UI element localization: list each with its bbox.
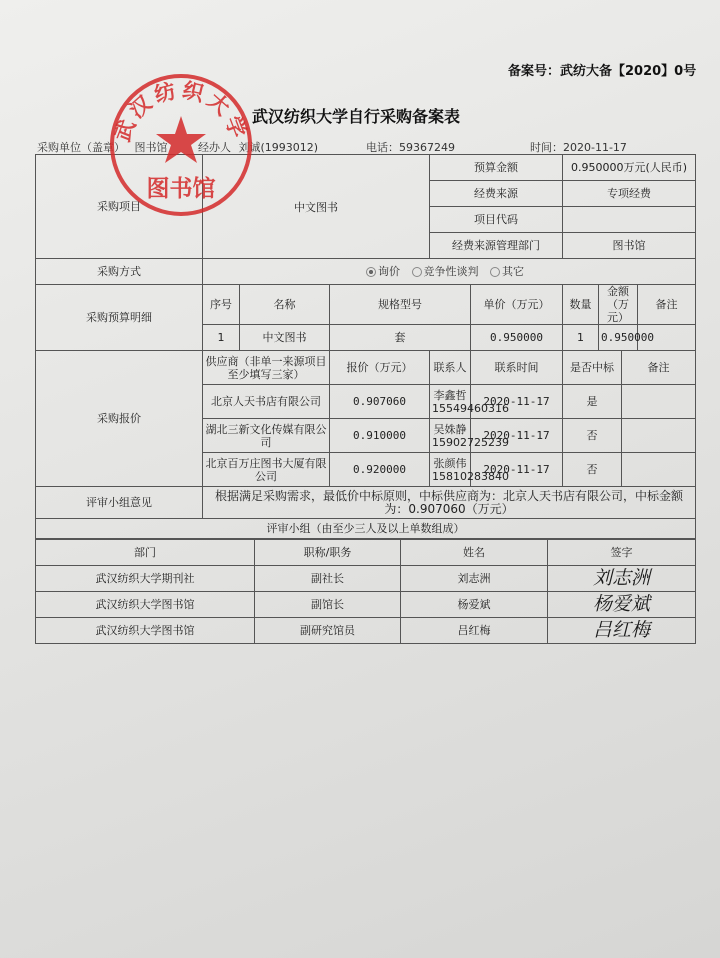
budget-amount: 0.950000 (599, 325, 638, 351)
quote-supplier: 北京人天书店有限公司 (203, 385, 330, 419)
date-label: 时间： (530, 141, 563, 154)
record-number: 备案号：武纺大备【2020】0号 (508, 64, 697, 79)
budget-unit-price: 0.950000 (471, 325, 563, 351)
handler-value: 刘诚(1993012) (238, 141, 319, 154)
project-label: 采购项目 (36, 155, 203, 259)
quote-contact-phone: 15549460316 (432, 401, 509, 415)
quote-col-supplier: 供应商（非单一来源项目至少填写三家） (203, 351, 330, 385)
date-field (530, 139, 627, 155)
member-title: 副研究馆员 (255, 618, 401, 644)
member-signature: 吕红梅 (548, 618, 696, 644)
budget-detail-label: 采购预算明细 (36, 285, 203, 351)
member-name: 吕红梅 (401, 618, 548, 644)
member-dept: 武汉纺织大学期刊社 (36, 566, 255, 592)
member-signature: 杨爱斌 (548, 592, 696, 618)
quote-winner: 是 (563, 385, 622, 419)
handler-label: 经办人 (198, 141, 231, 154)
quote-contact-name: 张颜伟 (433, 456, 467, 470)
panel-col-dept: 部门 (36, 540, 255, 566)
unit-value: 图书馆 (134, 141, 168, 154)
quote-col-price: 报价（万元） (330, 351, 430, 385)
panel-table (35, 539, 696, 644)
unit-label: 采购单位（盖章） (37, 141, 125, 154)
quote-col-contact: 联系人 (430, 351, 471, 385)
budget-spec: 套 (330, 325, 471, 351)
member-signature: 刘志洲 (548, 566, 696, 592)
budget-amount-label: 预算金额 (430, 155, 563, 181)
seal-star-icon (156, 116, 206, 163)
budget-col-note: 备注 (638, 285, 696, 325)
member-dept: 武汉纺织大学图书馆 (36, 618, 255, 644)
budget-qty: 1 (563, 325, 599, 351)
quote-note (622, 419, 696, 453)
radio-icon (490, 267, 500, 277)
quote-contact-phone: 15810283840 (432, 469, 509, 483)
phone-value: 59367249 (399, 141, 455, 154)
table-row (36, 566, 696, 592)
date-value: 2020-11-17 (563, 141, 627, 154)
quote-time: 2020-11-17 (471, 385, 563, 419)
opinion-text: 根据满足采购需求，最低价中标原则，中标供应商为：北京人天书店有限公司，中标金额为：0.907060（万元） (203, 487, 696, 519)
budget-amount-value: 0.950000万元(人民币) (563, 155, 696, 181)
quote-col-note: 备注 (622, 351, 696, 385)
quote-winner: 否 (563, 453, 622, 487)
panel-col-name: 姓名 (401, 540, 548, 566)
quote-col-time: 联系时间 (471, 351, 563, 385)
budget-col-name: 名称 (240, 285, 330, 325)
member-name: 杨爱斌 (401, 592, 548, 618)
budget-col-spec: 规格型号 (330, 285, 471, 325)
project-code-value (563, 207, 696, 233)
panel-title: 评审小组（由至少三人及以上单数组成） (36, 519, 696, 539)
fund-source-label: 经费来源 (430, 181, 563, 207)
quote-note (622, 385, 696, 419)
budget-col-qty: 数量 (563, 285, 599, 325)
table-row (36, 592, 696, 618)
radio-icon (412, 267, 422, 277)
method-option-other[interactable]: 其它 (490, 265, 524, 278)
member-dept: 武汉纺织大学图书馆 (36, 592, 255, 618)
budget-col-amount: 金额（万元） (599, 285, 638, 325)
quote-winner: 否 (563, 419, 622, 453)
quote-note (622, 453, 696, 487)
budget-name: 中文图书 (240, 325, 330, 351)
seal-ring-text: 武汉纺织大学 (110, 77, 252, 145)
panel-col-title: 职称/职务 (255, 540, 401, 566)
quote-col-winner: 是否中标 (563, 351, 622, 385)
method-option-inquiry[interactable]: 询价 (366, 265, 400, 278)
page-title: 武汉纺织大学自行采购备案表 (252, 107, 461, 126)
fund-dept-label: 经费来源管理部门 (430, 233, 563, 259)
member-name: 刘志洲 (401, 566, 548, 592)
official-seal (108, 72, 254, 218)
table-row (36, 618, 696, 644)
quote-supplier: 北京百万庄图书大厦有限公司 (203, 453, 330, 487)
project-value: 中文图书 (203, 155, 430, 259)
phone-label: 电话： (366, 141, 399, 154)
quote-contact (430, 385, 509, 419)
method-option-negotiation[interactable]: 竞争性谈判 (412, 265, 479, 278)
budget-col-no: 序号 (203, 285, 240, 325)
panel-col-sign: 签字 (548, 540, 696, 566)
method-label: 采购方式 (36, 259, 203, 285)
method-options (203, 259, 696, 285)
member-title: 副馆长 (255, 592, 401, 618)
member-title: 副社长 (255, 566, 401, 592)
fund-dept-value: 图书馆 (563, 233, 696, 259)
quote-price: 0.907060 (330, 385, 430, 419)
fund-source-value: 专项经费 (563, 181, 696, 207)
quote-contact-phone: 15902725239 (432, 435, 509, 449)
budget-col-unit-price: 单价（万元） (471, 285, 563, 325)
seal-center-text: 图书馆 (146, 176, 216, 202)
quote-contact-name: 李鑫哲 (433, 388, 467, 402)
quote-contact (430, 453, 509, 487)
quote-contact (430, 419, 509, 453)
quote-label: 采购报价 (36, 351, 203, 487)
quote-supplier: 湖北三新文化传媒有限公司 (203, 419, 330, 453)
quote-time: 2020-11-17 (471, 419, 563, 453)
opinion-label: 评审小组意见 (36, 487, 203, 519)
radio-selected-icon (366, 267, 376, 277)
phone-field (366, 139, 455, 155)
quote-contact-name: 吴姝静 (433, 422, 467, 436)
quote-time: 2020-11-17 (471, 453, 563, 487)
quote-price: 0.910000 (330, 419, 430, 453)
project-code-label: 项目代码 (430, 207, 563, 233)
budget-no: 1 (203, 325, 240, 351)
quote-price: 0.920000 (330, 453, 430, 487)
